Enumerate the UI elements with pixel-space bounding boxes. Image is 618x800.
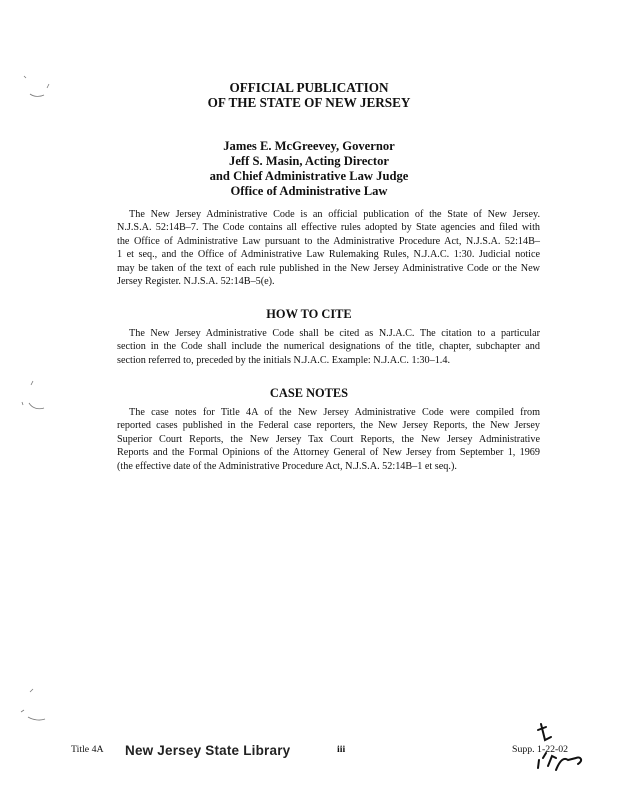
case-line: Reports and the Formal Opinions of the Attorney General of New Jersey from September 1, 1969 (117, 447, 540, 459)
scan-artifact (28, 717, 45, 720)
page-number: iii (337, 744, 346, 755)
cite-line: section referred to, preceded by the initials N.J.A.C. Example: N.J.A.C. 1:30–1.4. (117, 354, 450, 366)
handwritten-initial (538, 724, 551, 740)
handwritten-date (538, 753, 581, 770)
library-stamp: New Jersey State Library (125, 743, 291, 758)
handwritten-signature (538, 724, 581, 770)
scan-artifact (30, 689, 33, 692)
governor-line: James E. McGreevey, Governor (223, 139, 395, 153)
scan-artifacts (21, 76, 49, 720)
scan-artifact (47, 84, 49, 88)
intro-line: Jersey Register. N.J.S.A. 52:14B–5(e). (117, 276, 275, 288)
intro-line: 1 et seq., and the Office of Administrative Law Rulemaking Rules, N.J.A.C. 1:30. Judicial notice (117, 249, 540, 261)
how-to-cite-heading: HOW TO CITE (266, 307, 352, 321)
case-line: The case notes for Title 4A of the New Jersey Administrative Code were compiled from (129, 407, 540, 418)
scan-artifact (22, 402, 23, 405)
scan-artifact (24, 76, 26, 78)
scan-artifact (30, 94, 44, 96)
scan-artifact (21, 710, 24, 712)
case-notes-heading: CASE NOTES (269, 386, 349, 400)
intro-line: the Office of Administrative Law pursuant to the Administrative Procedure Act, N.J.S.A. 52:14B– (117, 235, 540, 247)
intro-line: N.J.S.A. 52:14B–7. The Code contains all effective rules adopted by State agencies and filed with (117, 222, 540, 234)
title-line-2: OF THE STATE OF NEW JERSEY (207, 95, 411, 110)
scan-artifact (31, 381, 33, 385)
supplement-date: Supp. 1-22-02 (512, 744, 569, 755)
intro-line: The New Jersey Administrative Code is an official publication of the State of New Jersey. (129, 209, 540, 220)
case-line: Superior Court Reports, the New Jersey Tax Court Reports, the New Jersey Administrative (117, 433, 540, 445)
case-line: (the effective date of the Administrative Procedure Act, N.J.S.A. 52:14B–1 et seq.). (117, 460, 457, 472)
judge-line: and Chief Administrative Law Judge (209, 169, 409, 183)
footer-title: Title 4A (71, 744, 104, 755)
case-line: reported cases published in the Federal case reporters, the New Jersey Reports, the New Jersey (117, 420, 540, 432)
director-line: Jeff S. Masin, Acting Director (229, 154, 389, 168)
cite-line: The New Jersey Administrative Code shall be cited as N.J.A.C. The citation to a particular (129, 328, 540, 339)
scan-artifact (29, 403, 44, 409)
office-line: Office of Administrative Law (230, 184, 388, 198)
title-line-1: OFFICIAL PUBLICATION (229, 80, 389, 95)
intro-line: may be taken of the text of each rule published in the New Jersey Administrative Code or the New (117, 262, 540, 274)
cite-line: section in the Code shall include the numerical designations of the title, chapter, subchapter and (117, 341, 540, 353)
